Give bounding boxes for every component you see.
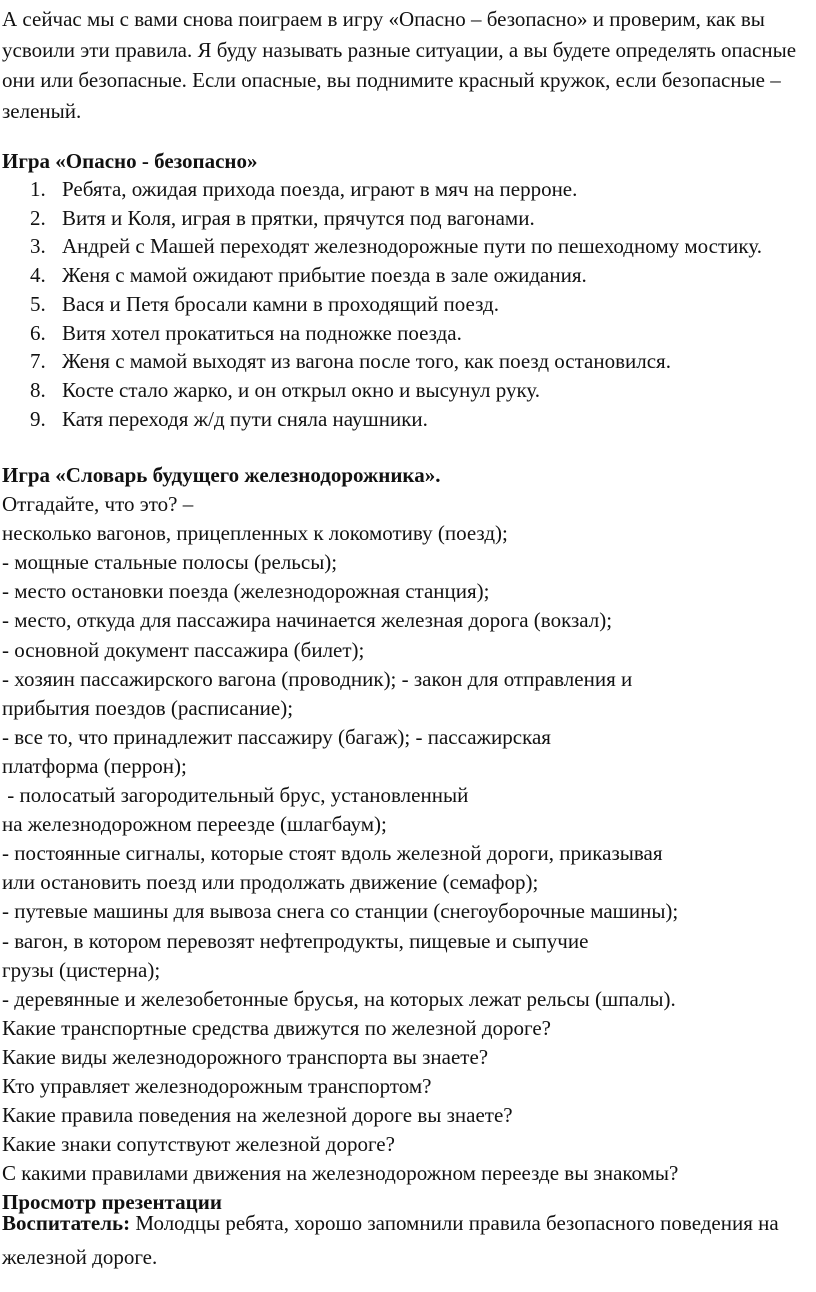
list-item	[0, 405, 816, 434]
text-line: несколько вагонов, прицепленных к локомотиву (поезд);	[2, 521, 508, 546]
list-item-text: Катя переходя ж/д пути сняла наушники.	[62, 406, 428, 431]
game2-title: Игра «Словарь будущего железнодорожника».	[2, 463, 441, 487]
list-item	[0, 175, 816, 204]
list-item-number: 8.	[30, 377, 46, 402]
text-line: прибытия поездов (расписание);	[2, 695, 294, 720]
game1-title: Игра «Опасно - безопасно»	[2, 149, 258, 173]
list-item-text: Женя с мамой выходят из вагона после того, как поезд остановился.	[62, 349, 671, 374]
list-item-number: 3.	[30, 234, 46, 259]
game1-list	[0, 175, 816, 433]
list-item-text: Ребята, ожидая прихода поезда, играют в мяч на перроне.	[62, 177, 578, 201]
closing-text: Молодцы ребята, хорошо запомнили правила безопасного поведения на железной дороге.	[2, 1211, 779, 1269]
list-item	[0, 290, 816, 319]
list-item-text: Вася и Петя бросали камни в проходящий поезд.	[62, 291, 499, 316]
list-item	[0, 232, 816, 261]
text-line: платформа (перрон);	[2, 753, 187, 778]
list-item-number: 5.	[30, 291, 46, 316]
list-item-text: Косте стало жарко, и он открыл окно и высунул руку.	[62, 377, 540, 402]
game2-section	[2, 461, 814, 1217]
text-line: Отгадайте, что это? –	[2, 492, 194, 517]
question-line: Какие виды железнодорожного транспорта вы знаете?	[2, 1044, 489, 1069]
list-item-number: 1.	[30, 177, 46, 201]
list-item-number: 6.	[30, 320, 46, 345]
question-line: С какими правилами движения на железнодорожном переезде вы знакомы?	[2, 1161, 679, 1186]
question-line: Кто управляет железнодорожным транспортом?	[2, 1073, 432, 1098]
speaker-label: Воспитатель:	[2, 1211, 131, 1235]
closing-paragraph	[2, 1206, 814, 1274]
presentation-heading: Просмотр презентации	[2, 1190, 222, 1215]
text-line: - постоянные сигналы, которые стоят вдоль железной дороги, приказывая	[2, 841, 663, 866]
list-item	[0, 261, 816, 290]
list-item	[0, 347, 816, 376]
text-line: - вагон, в котором перевозят нефтепродукты, пищевые и сыпучие	[2, 928, 589, 953]
text-line: - деревянные и железобетонные брусья, на которых лежат рельсы (шпалы).	[2, 986, 676, 1011]
intro-paragraph: А сейчас мы с вами снова поиграем в игру «Опасно – безопасно» и проверим, как вы усвоили эти правила. Я буду называть разные ситуации, а вы будете определять опасные они или безопасные. Если опасные, вы поднимите красный кружок, если безопасные – зеленый.	[2, 7, 797, 123]
question-line: Какие транспортные средства движутся по железной дороге?	[2, 1015, 551, 1040]
question-line: Какие правила поведения на железной дороге вы знаете?	[2, 1103, 513, 1128]
text-line: - место, откуда для пассажира начинается железная дорога (вокзал);	[2, 608, 613, 633]
text-line: - полосатый загородительный брус, установленный	[2, 783, 469, 808]
text-line: - путевые машины для вывоза снега со станции (снегоуборочные машины);	[2, 899, 679, 924]
question-line: Какие знаки сопутствуют железной дороге?	[2, 1132, 395, 1157]
list-item-text: Женя с мамой ожидают прибытие поезда в зале ожидания.	[62, 263, 587, 288]
list-item-text: Витя хотел прокатиться на подножке поезда.	[62, 320, 462, 345]
list-item	[0, 319, 816, 348]
text-line: - мощные стальные полосы (рельсы);	[2, 550, 338, 575]
list-item-text: Андрей с Машей переходят железнодорожные пути по пешеходному мостику.	[62, 234, 762, 259]
text-line: - основной документ пассажира (билет);	[2, 637, 365, 662]
text-line: или остановить поезд или продолжать движение (семафор);	[2, 870, 539, 895]
list-item-number: 4.	[30, 263, 46, 288]
list-item-text: Витя и Коля, играя в прятки, прячутся под вагонами.	[62, 205, 535, 230]
text-line: - все то, что принадлежит пассажиру (багаж); - пассажирская	[2, 724, 551, 749]
text-line: - место остановки поезда (железнодорожная станция);	[2, 579, 490, 604]
text-line: на железнодорожном переезде (шлагбаум);	[2, 812, 387, 837]
list-item-number: 9.	[30, 406, 46, 431]
list-item-number: 2.	[30, 205, 46, 230]
text-line: грузы (цистерна);	[2, 957, 161, 982]
list-item-number: 7.	[30, 349, 46, 374]
list-item	[0, 376, 816, 405]
list-item	[0, 204, 816, 233]
text-line: - хозяин пассажирского вагона (проводник); - закон для отправления и	[2, 666, 633, 691]
